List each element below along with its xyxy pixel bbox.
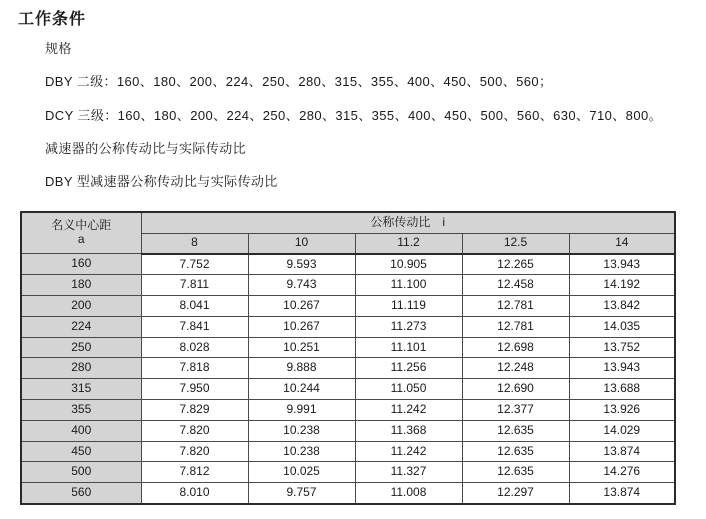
ratio-value-cell: 9.888: [248, 358, 355, 379]
ratio-value-cell: 12.265: [462, 254, 569, 275]
ratio-value-cell: 14.029: [569, 420, 675, 441]
ratio-value-cell: 7.841: [141, 316, 248, 337]
ratio-header: 12.5: [462, 234, 569, 254]
ratio-value-cell: 12.458: [462, 275, 569, 296]
center-distance-cell: 180: [21, 275, 141, 296]
ratio-value-cell: 11.101: [355, 337, 462, 358]
paragraph-ratio-intro: 减速器的公称传动比与实际传动比: [45, 141, 247, 156]
center-distance-cell: 280: [21, 358, 141, 379]
ratio-value-cell: 13.842: [569, 296, 675, 317]
ratio-value-cell: 13.926: [569, 400, 675, 421]
ratio-value-cell: 11.050: [355, 379, 462, 400]
ratio-value-cell: 11.119: [355, 296, 462, 317]
ratio-value-cell: 9.991: [248, 400, 355, 421]
ratio-value-cell: 7.752: [141, 254, 248, 275]
ratio-value-cell: 14.192: [569, 275, 675, 296]
center-distance-cell: 500: [21, 462, 141, 483]
ratio-value-cell: 7.820: [141, 420, 248, 441]
paragraph-dby-ratio-title: DBY 型减速器公称传动比与实际传动比: [45, 174, 278, 189]
ratio-value-cell: 10.905: [355, 254, 462, 275]
ratio-value-cell: 11.273: [355, 316, 462, 337]
ratio-value-cell: 14.035: [569, 316, 675, 337]
ratio-value-cell: 12.248: [462, 358, 569, 379]
ratio-value-cell: 14.276: [569, 462, 675, 483]
ratio-value-cell: 12.781: [462, 296, 569, 317]
ratio-value-cell: 12.297: [462, 483, 569, 504]
ratio-header: 11.2: [355, 234, 462, 254]
center-distance-cell: 250: [21, 337, 141, 358]
table-header: [21, 212, 675, 254]
paragraph-spec: 规格: [45, 41, 72, 56]
ratio-value-cell: 11.327: [355, 462, 462, 483]
ratio-value-cell: 11.008: [355, 483, 462, 504]
ratio-header: 14: [569, 234, 675, 254]
ratio-value-cell: 13.874: [569, 483, 675, 504]
table-row: [21, 462, 675, 483]
ratio-value-cell: 10.238: [248, 420, 355, 441]
ratio-value-cell: 9.743: [248, 275, 355, 296]
ratio-value-cell: 12.635: [462, 441, 569, 462]
ratio-value-cell: 13.688: [569, 379, 675, 400]
ratio-value-cell: 10.251: [248, 337, 355, 358]
table-row: [21, 275, 675, 296]
center-distance-cell: 355: [21, 400, 141, 421]
center-distance-cell: 450: [21, 441, 141, 462]
center-distance-cell: 400: [21, 420, 141, 441]
ratio-value-cell: 10.267: [248, 296, 355, 317]
ratio-value-cell: 7.812: [141, 462, 248, 483]
ratio-value-cell: 11.242: [355, 441, 462, 462]
paragraph-dby-sizes: DBY 二级：160、180、200、224、250、280、315、355、400、450、500、560；: [45, 74, 553, 89]
page-title: 工作条件: [18, 11, 87, 28]
ratio-value-cell: 10.267: [248, 316, 355, 337]
ratio-value-cell: 9.757: [248, 483, 355, 504]
table-row: [21, 337, 675, 358]
ratio-value-cell: 12.635: [462, 462, 569, 483]
ratio-value-cell: 11.100: [355, 275, 462, 296]
ratio-value-cell: 9.593: [248, 254, 355, 275]
center-distance-cell: 200: [21, 296, 141, 317]
ratio-value-cell: 13.943: [569, 254, 675, 275]
ratio-value-cell: 10.025: [248, 462, 355, 483]
ratio-header: 8: [141, 234, 248, 254]
ratio-value-cell: 8.010: [141, 483, 248, 504]
ratio-value-cell: 12.698: [462, 337, 569, 358]
ratio-value-cell: 12.781: [462, 316, 569, 337]
table-row: [21, 441, 675, 462]
ratio-value-cell: 11.368: [355, 420, 462, 441]
table-row: [21, 316, 675, 337]
table-row: [21, 400, 675, 421]
table-row: [21, 296, 675, 317]
ratio-value-cell: 7.820: [141, 441, 248, 462]
table-row: [21, 483, 675, 504]
center-distance-header-line1: 名义中心距: [51, 218, 112, 233]
ratio-value-cell: 10.244: [248, 379, 355, 400]
ratio-value-cell: 13.943: [569, 358, 675, 379]
center-distance-header: [21, 212, 141, 254]
paragraph-dcy-sizes: DCY 三级：160、180、200、224、250、280、315、355、400、450、500、560、630、710、800。: [45, 108, 662, 123]
table-row: [21, 358, 675, 379]
nominal-ratio-group-header: 公称传动比 i: [141, 212, 675, 234]
table-row: [21, 420, 675, 441]
table-row: [21, 379, 675, 400]
ratio-value-cell: 7.811: [141, 275, 248, 296]
center-distance-cell: 315: [21, 379, 141, 400]
ratio-value-cell: 7.829: [141, 400, 248, 421]
header-row-group: [21, 212, 675, 234]
ratio-value-cell: 8.028: [141, 337, 248, 358]
transmission-ratio-table: [20, 211, 676, 505]
ratio-value-cell: 11.242: [355, 400, 462, 421]
center-distance-header-line2: a: [77, 232, 85, 246]
table-row: [21, 254, 675, 275]
ratio-value-cell: 13.752: [569, 337, 675, 358]
table-body: [21, 254, 675, 505]
ratio-value-cell: 7.818: [141, 358, 248, 379]
ratio-value-cell: 10.238: [248, 441, 355, 462]
ratio-value-cell: 12.635: [462, 420, 569, 441]
center-distance-cell: 160: [21, 254, 141, 275]
ratio-value-cell: 12.690: [462, 379, 569, 400]
center-distance-cell: 560: [21, 483, 141, 504]
ratio-value-cell: 12.377: [462, 400, 569, 421]
ratio-value-cell: 13.874: [569, 441, 675, 462]
ratio-value-cell: 8.041: [141, 296, 248, 317]
ratio-header: 10: [248, 234, 355, 254]
center-distance-cell: 224: [21, 316, 141, 337]
ratio-value-cell: 11.256: [355, 358, 462, 379]
ratio-value-cell: 7.950: [141, 379, 248, 400]
